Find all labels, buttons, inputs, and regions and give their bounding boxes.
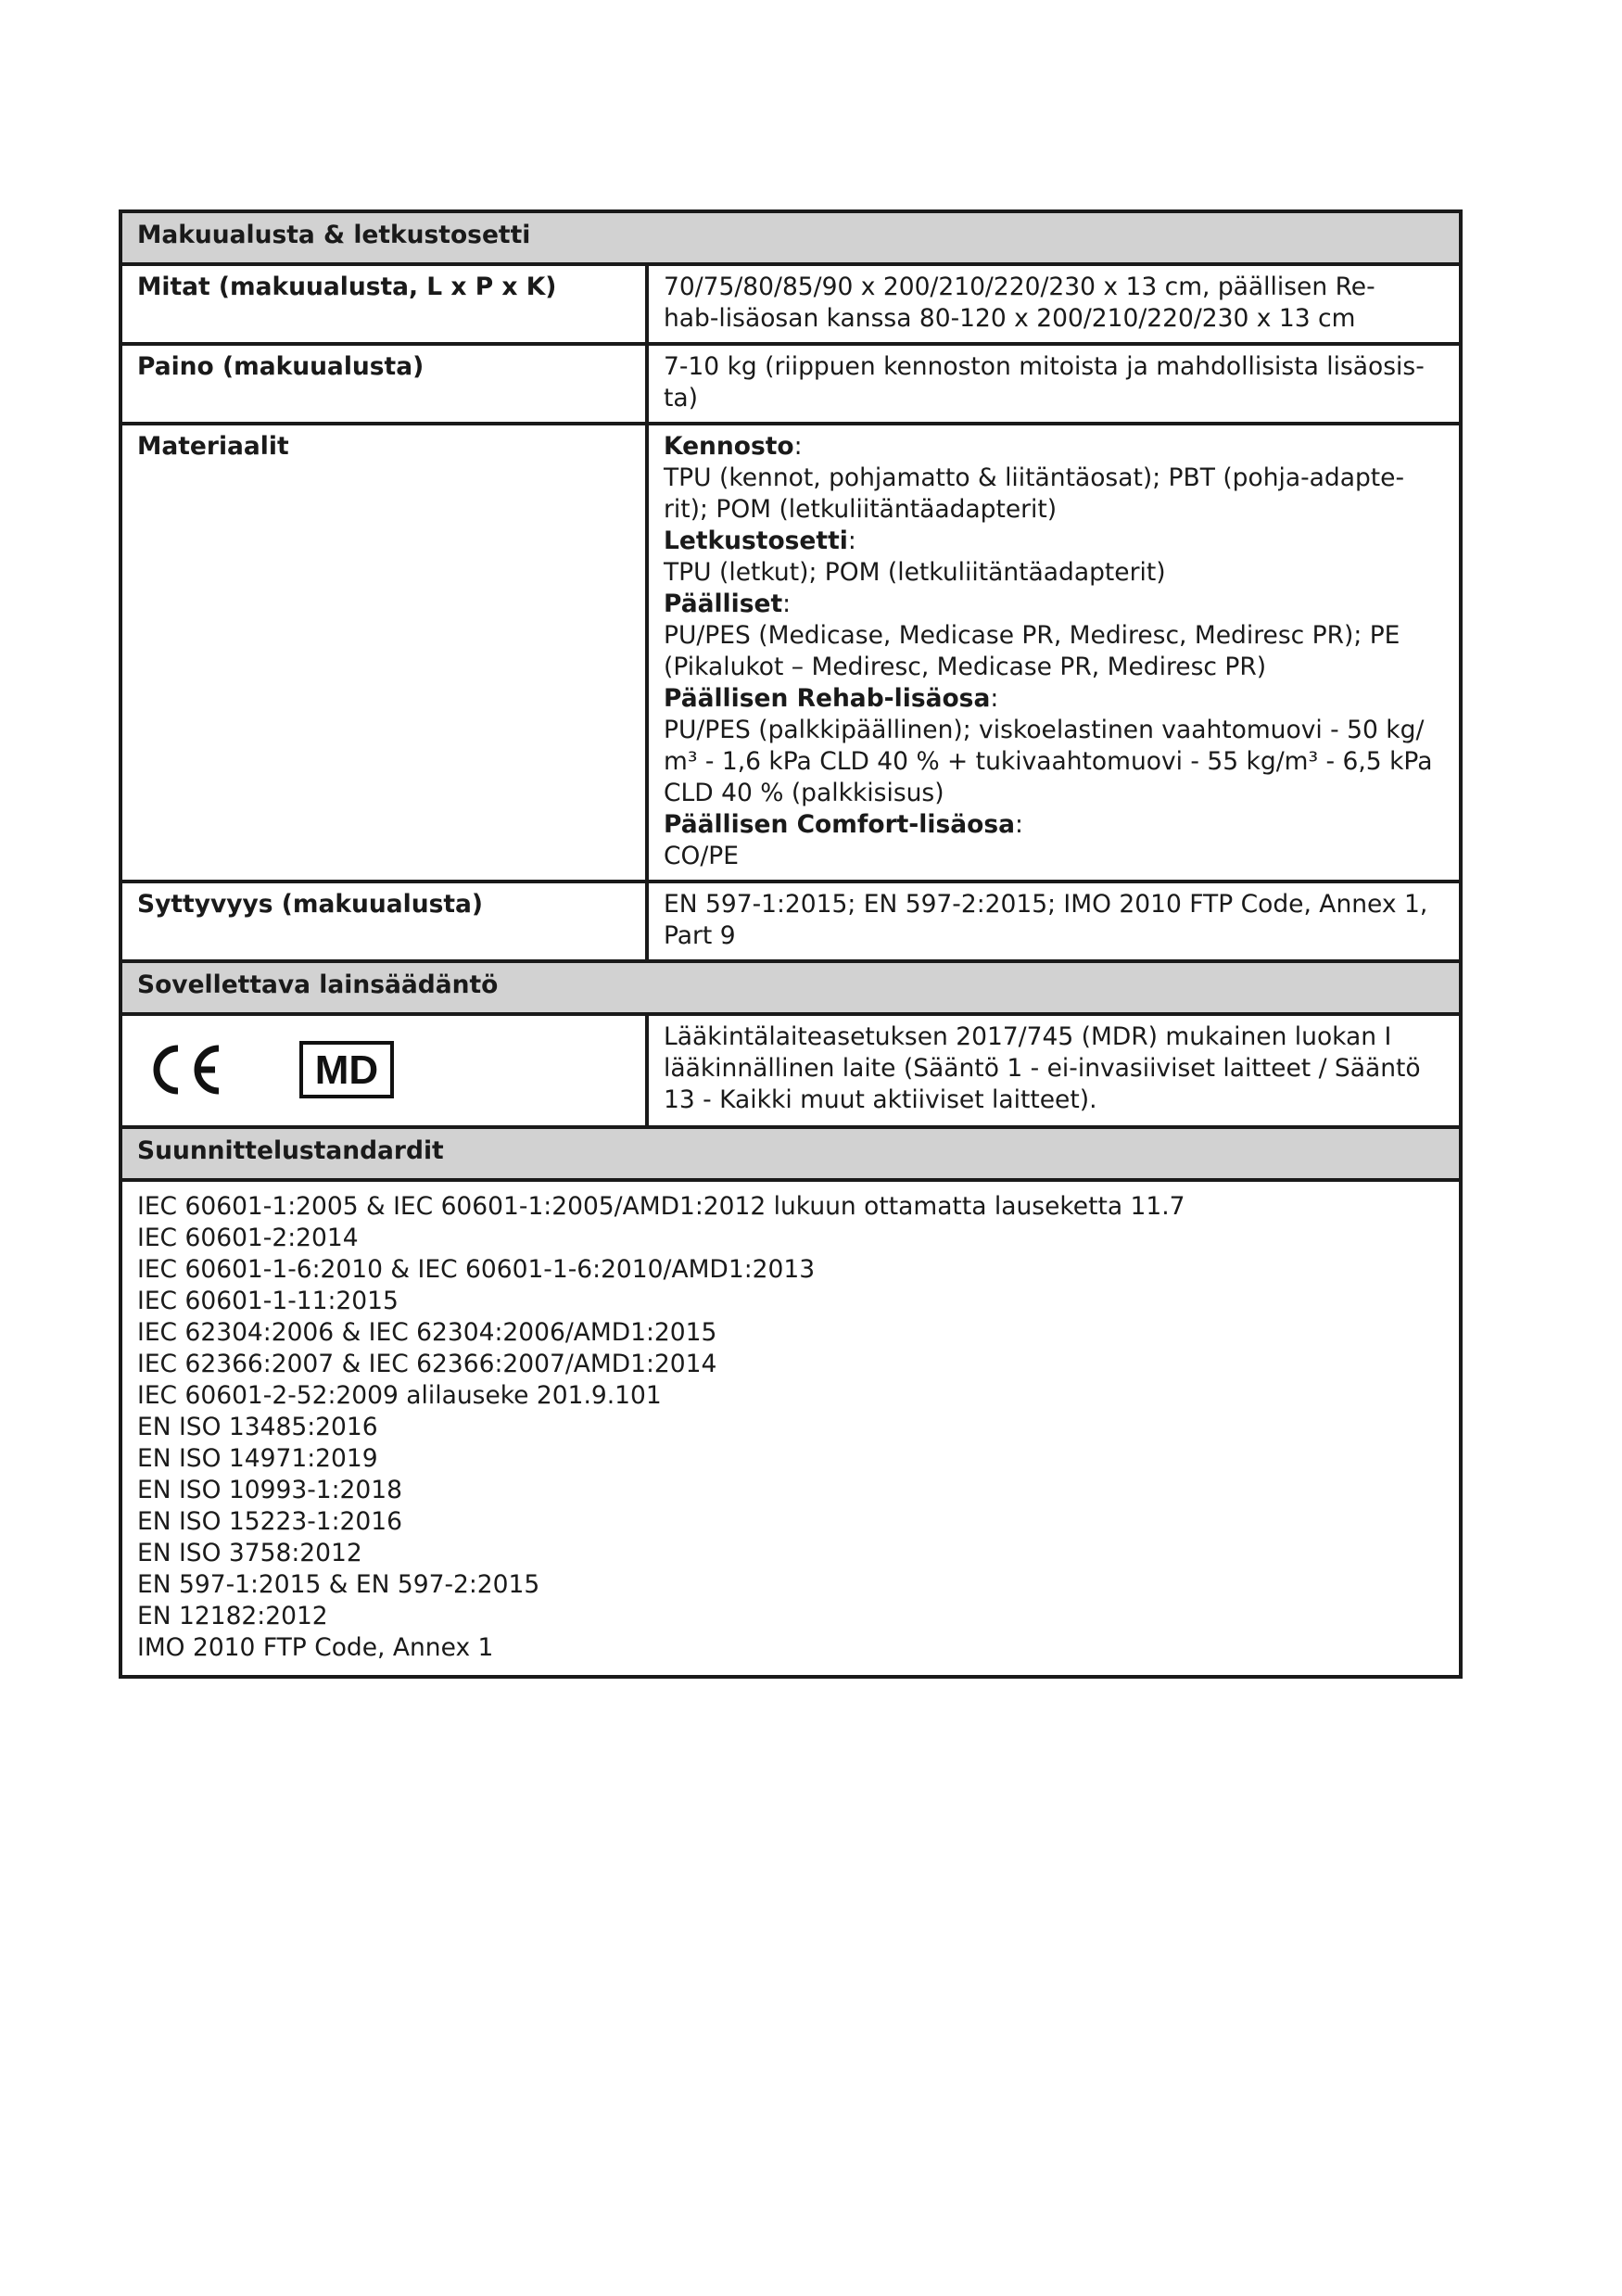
value-line: (Pikalukot – Mediresc, Medicase PR, Mediresc PR) — [664, 653, 1267, 681]
section-title: Sovellettava lainsäädäntö — [120, 961, 1461, 1014]
section-header-standards — [120, 1127, 1461, 1180]
row-value — [647, 264, 1461, 344]
value-line: 70/75/80/85/90 x 200/210/220/230 x 13 cm, päällisen Re- — [664, 273, 1375, 301]
section-header-mattress — [120, 211, 1461, 264]
row-label: Paino (makuualusta) — [120, 344, 647, 424]
value-line: rit); POM (letkuliitäntäadapterit) — [664, 495, 1058, 524]
material-heading: Kennosto — [664, 432, 794, 461]
row-value — [647, 424, 1461, 882]
material-heading: Päällisen Comfort-lisäosa — [664, 810, 1015, 839]
section-title: Makuualusta & letkustosetti — [120, 211, 1461, 264]
row-value — [647, 882, 1461, 961]
value-line: PU/PES (palkkipäällinen); viskoelastinen vaahtomuovi - 50 kg/ — [664, 716, 1425, 744]
material-heading: Päällisen Rehab-lisäosa — [664, 684, 991, 713]
row-value — [647, 1014, 1461, 1127]
row-flammability — [120, 882, 1461, 961]
standard-item: IEC 62366:2007 & IEC 62366:2007/AMD1:2014 — [137, 1350, 717, 1378]
logo-cell — [120, 1014, 647, 1127]
value-line: 7-10 kg (riippuen kennoston mitoista ja mahdollisista lisäosis- — [664, 352, 1425, 381]
standard-item: EN 597-1:2015 & EN 597-2:2015 — [137, 1570, 540, 1599]
standard-item: EN ISO 13485:2016 — [137, 1413, 378, 1441]
value-line: hab-lisäosan kanssa 80-120 x 200/210/220/230 x 13 cm — [664, 304, 1356, 333]
material-group-letkustosetti: Letkustosetti: — [664, 526, 856, 555]
standard-item: IEC 62304:2006 & IEC 62304:2006/AMD1:2015 — [137, 1318, 717, 1347]
svg-text:MD: MD — [314, 1047, 379, 1093]
row-standards — [120, 1180, 1461, 1677]
row-label: Materiaalit — [120, 424, 647, 882]
standard-item: EN 12182:2012 — [137, 1602, 328, 1630]
standard-item: IEC 60601-2-52:2009 alilauseke 201.9.101 — [137, 1381, 662, 1410]
section-title: Suunnittelustandardit — [120, 1127, 1461, 1180]
material-group-comfort: Päällisen Comfort-lisäosa: — [664, 810, 1023, 839]
value-line: CLD 40 % (palkkisisus) — [664, 779, 944, 807]
row-label: Mitat (makuualusta, L x P x K) — [120, 264, 647, 344]
ce-mark-icon — [141, 1040, 226, 1099]
spec-table — [119, 209, 1463, 1679]
material-heading: Päälliset — [664, 590, 783, 618]
value-line: Lääkintälaiteasetuksen 2017/745 (MDR) mukainen luokan I — [664, 1022, 1392, 1051]
standard-item: IEC 60601-1-11:2015 — [137, 1287, 399, 1315]
row-materials — [120, 424, 1461, 882]
value-line: EN 597-1:2015; EN 597-2:2015; IMO 2010 FTP Code, Annex 1, — [664, 890, 1428, 919]
value-line: TPU (kennot, pohjamatto & liitäntäosat); PBT (pohja-adapte- — [664, 463, 1405, 492]
row-value — [647, 344, 1461, 424]
standard-item: IEC 60601-2:2014 — [137, 1224, 359, 1252]
standard-item: EN ISO 10993-1:2018 — [137, 1476, 403, 1504]
row-weight — [120, 344, 1461, 424]
row-dimensions — [120, 264, 1461, 344]
standard-item: EN ISO 15223-1:2016 — [137, 1507, 403, 1536]
value-line: CO/PE — [664, 842, 740, 870]
standard-item: EN ISO 14971:2019 — [137, 1444, 378, 1473]
standard-item: IEC 60601-1:2005 & IEC 60601-1:2005/AMD1:2012 lukuun ottamatta lauseketta 11.7 — [137, 1192, 1185, 1221]
section-header-legislation — [120, 961, 1461, 1014]
row-legislation — [120, 1014, 1461, 1127]
standard-item: EN ISO 3758:2012 — [137, 1539, 362, 1567]
value-line: m³ - 1,6 kPa CLD 40 % + tukivaahtomuovi - 55 kg/m³ - 6,5 kPa — [664, 747, 1433, 776]
standard-item: IMO 2010 FTP Code, Annex 1 — [137, 1633, 494, 1662]
row-label: Syttyvyys (makuualusta) — [120, 882, 647, 961]
standards-list — [120, 1180, 1461, 1677]
material-heading: Letkustosetti — [664, 526, 848, 555]
value-line: Part 9 — [664, 921, 736, 950]
material-group-kennosto: Kennosto: — [664, 432, 803, 461]
md-mark-icon — [298, 1040, 395, 1099]
material-group-paalliset: Päälliset: — [664, 590, 792, 618]
standard-item: IEC 60601-1-6:2010 & IEC 60601-1-6:2010/AMD1:2013 — [137, 1255, 816, 1284]
value-line: lääkinnällinen laite (Sääntö 1 - ei-invasiiviset laitteet / Sääntö — [664, 1054, 1421, 1083]
value-line: PU/PES (Medicase, Medicase PR, Mediresc, Mediresc PR); PE — [664, 621, 1400, 650]
value-line: ta) — [664, 384, 698, 412]
material-group-rehab: Päällisen Rehab-lisäosa: — [664, 684, 999, 713]
value-line: TPU (letkut); POM (letkuliitäntäadapterit) — [664, 558, 1166, 587]
value-line: 13 - Kaikki muut aktiiviset laitteet). — [664, 1085, 1097, 1114]
